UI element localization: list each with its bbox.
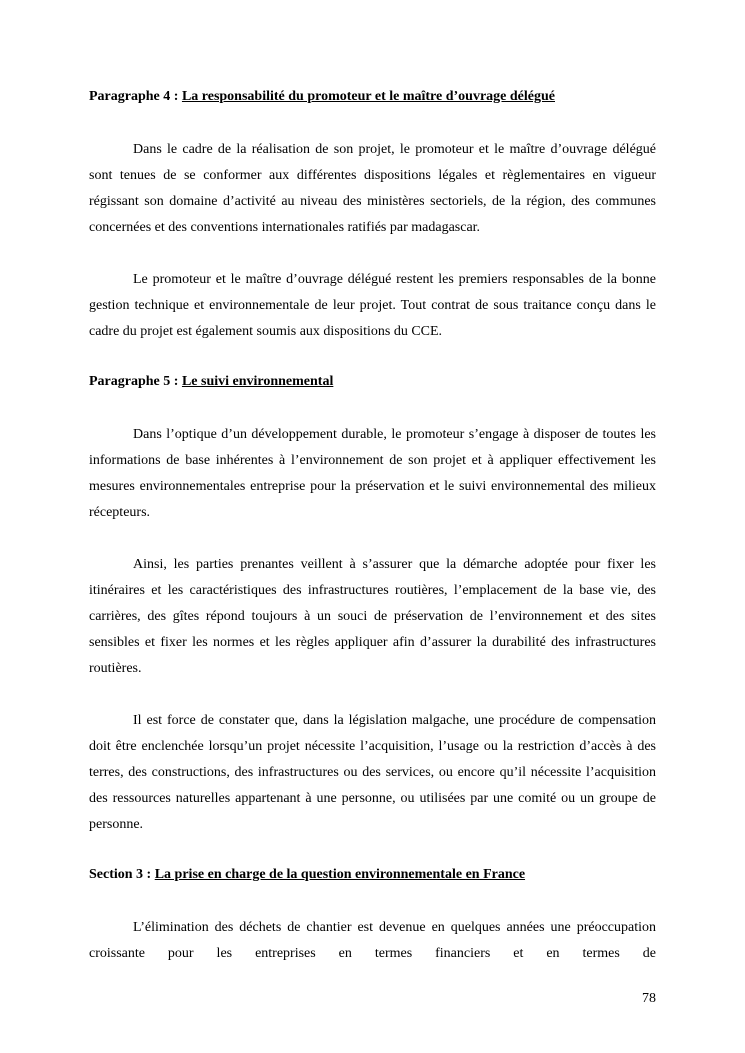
document-page xyxy=(89,86,656,967)
body-paragraph: Dans le cadre de la réalisation de son projet, le promoteur et le maître d’ouvrage délégué sont tenues de se conformer aux différentes dispositions légales et règlementaires en vigueur régissant son domaine d’activité au niveau des ministères sectoriels, de la région, des communes concernées et des conventions internationales ratifiés par madagascar. xyxy=(89,142,656,235)
heading-paragraphe-4 xyxy=(89,86,656,108)
body-paragraph: Le promoteur et le maître d’ouvrage délégué restent les premiers responsables de la bonne gestion technique et environnementale de leur projet. Tout contrat de sous traitance conçu dans le cadre du projet est également soumis aux dispositions du CCE. xyxy=(89,272,656,339)
heading-prefix: Paragraphe 5 : xyxy=(89,374,182,389)
heading-paragraphe-5 xyxy=(89,371,656,393)
heading-section-3 xyxy=(89,864,656,886)
heading-title: La responsabilité du promoteur et le maître d’ouvrage délégué xyxy=(181,89,555,104)
heading-prefix: Paragraphe 4 : xyxy=(89,89,182,104)
heading-title: Le suivi environnemental xyxy=(181,374,334,389)
body-paragraph: L’élimination des déchets de chantier est devenue en quelques années une préoccupation croissante pour les entreprises en termes financiers et en termes de xyxy=(89,920,656,961)
page-number: 78 xyxy=(642,991,656,1006)
heading-prefix: Section 3 : xyxy=(89,867,155,882)
body-paragraph: Ainsi, les parties prenantes veillent à s’assurer que la démarche adoptée pour fixer les itinéraires et les caractéristiques des infrastructures routières, l’emplacement de la base vie, des carrières, des gîtes répond toujours à un souci de préservation de l’environnement et des sites sensibles et fixer les normes et les règles appliquer afin d’assurer la durabilité des infrastructures routières. xyxy=(89,557,656,676)
body-paragraph: Dans l’optique d’un développement durable, le promoteur s’engage à disposer de toutes les informations de base inhérentes à l’environnement de son projet et à appliquer effectivement les mesures environnementales entreprise pour la préservation et le suivi environnemental des milieux récepteurs. xyxy=(89,427,656,520)
body-paragraph: Il est force de constater que, dans la législation malgache, une procédure de compensation doit être enclenchée lorsqu’un projet nécessite l’acquisition, l’usage ou la restriction d’accès à des terres, des constructions, des infrastructures ou des services, ou encore qu’il nécessite l’acquisition des ressources naturelles appartenant à une personne, ou utilisées par une comité ou un groupe de personne. xyxy=(89,713,656,832)
heading-title: La prise en charge de la question environnementale en France xyxy=(154,867,526,882)
